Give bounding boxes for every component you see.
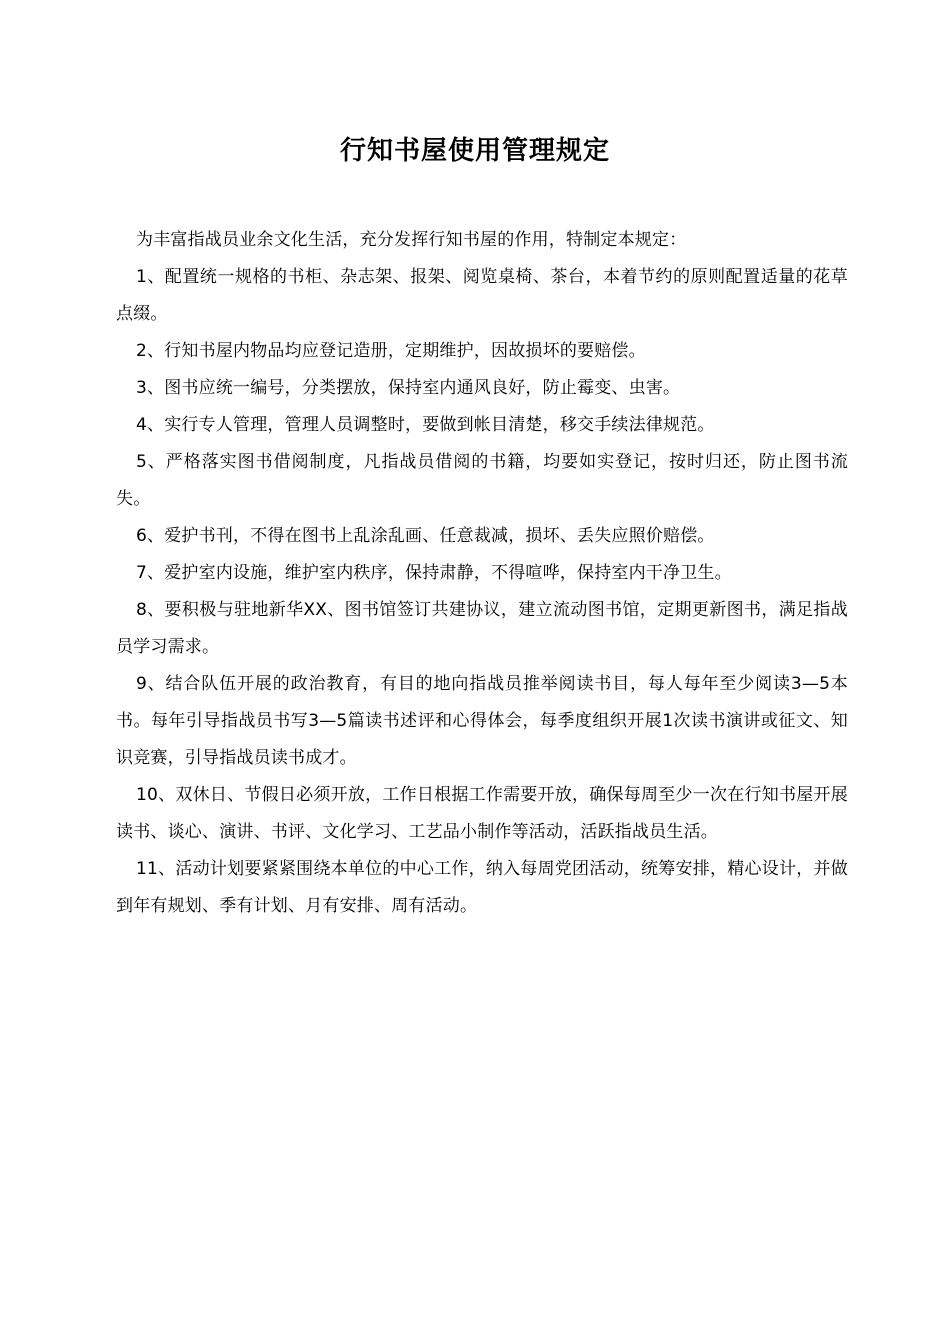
rule-item-3: 3、图书应统一编号，分类摆放，保持室内通风良好，防止霉变、虫害。 (136, 378, 681, 398)
document-title: 行知书屋使用管理规定 (339, 136, 610, 166)
document-body (116, 222, 848, 925)
rule-item-9: 9、结合队伍开展的政治教育，有目的地向指战员推举阅读书目，每人每年至少阅读3—5本书。每年引导指战员书写3—5篇读书述评和心得体会，每季度组织开展1次读书演讲或征文、知识竞赛，引导指战员读书成才。 (116, 674, 848, 768)
rule-item-2: 2、行知书屋内物品均应登记造册，定期维护，因故损坏的要赔偿。 (136, 341, 646, 361)
rule-item-8: 8、要积极与驻地新华XX、图书馆签订共建协议，建立流动图书馆，定期更新图书，满足指战员学习需求。 (116, 600, 848, 657)
rule-item-10: 10、双休日、节假日必须开放，工作日根据工作需要开放，确保每周至少一次在行知书屋开展读书、谈心、演讲、书评、文化学习、工艺品小制作等活动，活跃指战员生活。 (116, 785, 848, 842)
rule-item-5: 5、严格落实图书借阅制度，凡指战员借阅的书籍，均要如实登记，按时归还，防止图书流失。 (116, 452, 848, 509)
intro-paragraph: 为丰富指战员业余文化生活，充分发挥行知书屋的作用，特制定本规定： (136, 230, 687, 250)
rule-item-1: 1、配置统一规格的书柜、杂志架、报架、阅览桌椅、茶台，本着节约的原则配置适量的花草点缀。 (116, 267, 848, 324)
rule-item-4: 4、实行专人管理，管理人员调整时，要做到帐目清楚，移交手续法律规范。 (136, 415, 715, 435)
rule-item-6: 6、爱护书刊，不得在图书上乱涂乱画、任意裁减，损坏、丢失应照价赔偿。 (136, 526, 715, 546)
rule-item-11: 11、活动计划要紧紧围绕本单位的中心工作，纳入每周党团活动，统筹安排，精心设计，并做到年有规划、季有计划、月有安排、周有活动。 (116, 859, 848, 916)
rule-item-7: 7、爱护室内设施，维护室内秩序，保持肃静，不得喧哗，保持室内干净卫生。 (136, 563, 732, 583)
